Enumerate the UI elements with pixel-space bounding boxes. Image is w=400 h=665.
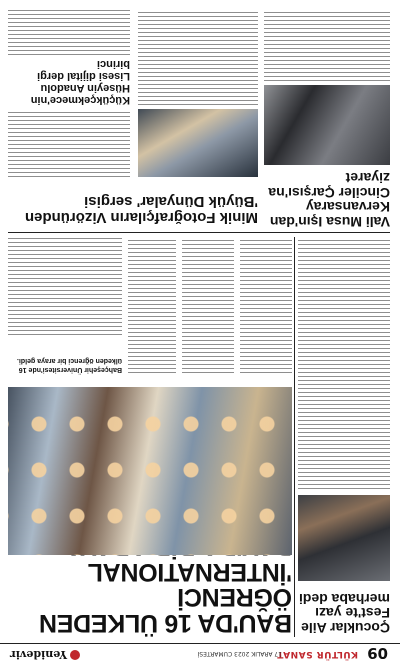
vali-headline: Vali Musa Işın'dan Kervansaray Cinciler Çarşısı'na ziyaret xyxy=(268,169,390,230)
huseyin-body xyxy=(8,9,130,55)
main-body-col2 xyxy=(182,237,234,373)
section-title: KÜLTÜR SANAT xyxy=(276,649,358,659)
main-photo-faces xyxy=(8,387,292,555)
publication-date: 17 ARALIK 2023 CUMARTESİ xyxy=(197,650,282,657)
left-story-headline: Çocuklar Aile Fest'te yazı merhaba dedi xyxy=(298,590,390,636)
left-story-photo xyxy=(298,495,390,581)
main-headline: BAU'DA 16 ÜLKEDEN ÖĞRENCİ 'İNTERNATIONAL xyxy=(39,558,292,637)
vali-body xyxy=(264,9,390,81)
huseyin-headline: Küçükçekmece'nin Hüseyin Anadolu Lisesi dijital dergi birinci xyxy=(30,58,130,106)
logo-text: Yenidevir xyxy=(10,648,68,661)
left-story-body xyxy=(298,239,390,489)
dunya-body xyxy=(138,9,258,105)
column-divider xyxy=(294,237,295,637)
section-divider xyxy=(8,232,390,233)
masthead xyxy=(0,643,400,665)
logo-mark-icon xyxy=(70,650,80,660)
dunya-photo xyxy=(138,109,258,177)
main-body-col4 xyxy=(8,237,122,335)
main-lead: Bahçeşehir Üniversitesi'nde 16 ülkeden öğrenci bir araya geldi. xyxy=(16,357,122,373)
main-body-col1 xyxy=(240,237,292,373)
newspaper-logo xyxy=(10,648,80,661)
vali-photo xyxy=(264,85,390,165)
page-number: 09 xyxy=(367,644,388,662)
dunya-body-col2 xyxy=(8,109,130,177)
main-body-col3 xyxy=(128,237,176,373)
dunya-headline: Minik Fotoğrafçıların Vizöründen 'Büyük Dünyalar' sergisi xyxy=(24,193,258,226)
